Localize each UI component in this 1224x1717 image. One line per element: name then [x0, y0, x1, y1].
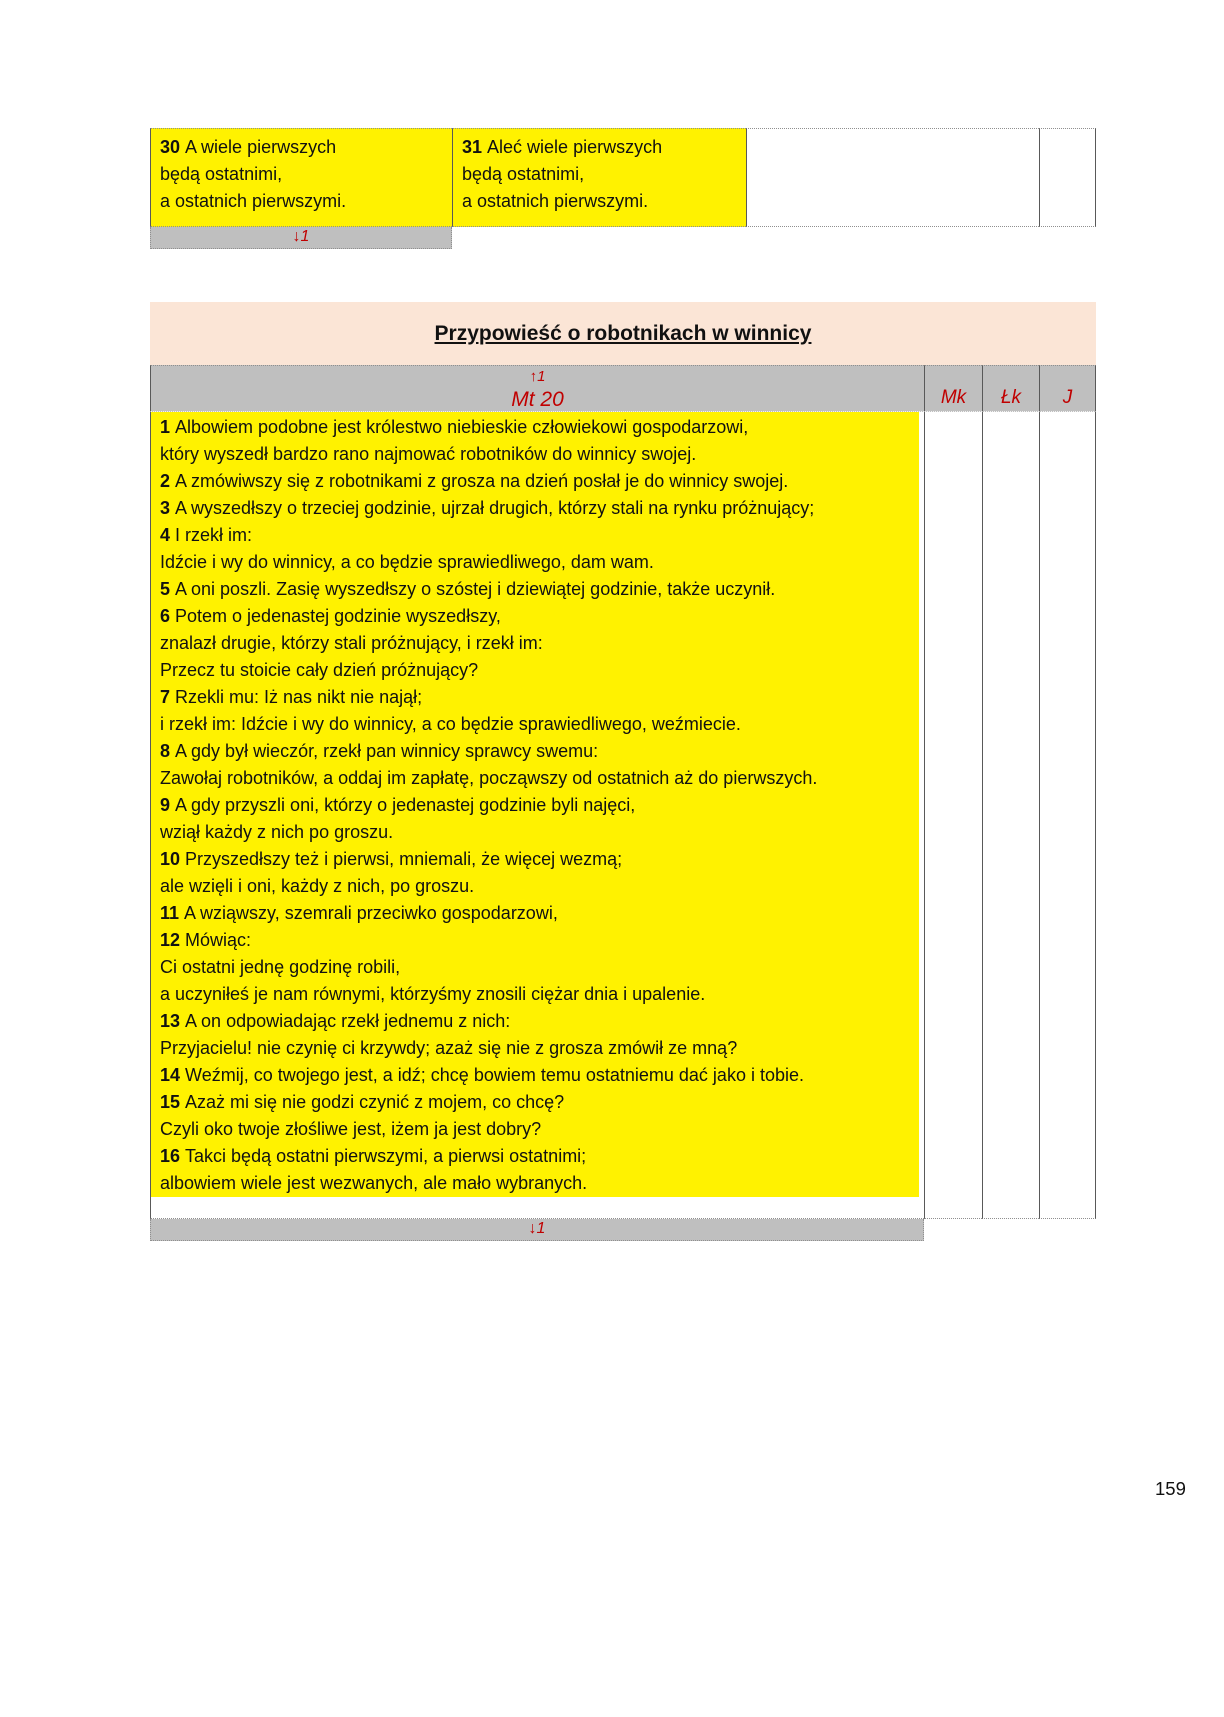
- verse-line: a ostatnich pierwszymi.: [160, 191, 347, 211]
- verse-line: znalazł drugie, którzy stali próżnujący, i rzekł im:: [160, 633, 543, 653]
- verse-number: 5: [160, 579, 176, 599]
- verse-line: 1 Albowiem podobne jest królestwo niebieskie człowiekowi gospodarzowi,: [160, 417, 749, 437]
- section-title: Przypowieść o robotnikach w winnicy: [434, 321, 812, 345]
- empty-cell-lk: [746, 128, 1039, 227]
- verse-line: 6 Potem o jedenastej godzinie wyszedłszy,: [160, 606, 501, 626]
- verse-line: ale wzięli i oni, każdy z nich, po groszu.: [160, 876, 475, 896]
- verse-line: i rzekł im: Idźcie i wy do winnicy, a co będzie sprawiedliwego, weźmiecie.: [160, 714, 741, 734]
- verse-number: 6: [160, 606, 176, 626]
- empty-body-cell-lk: [982, 412, 1039, 1219]
- verse-number: 11: [160, 903, 185, 923]
- header-cell-lk: [982, 365, 1039, 412]
- verse-number: 15: [160, 1092, 186, 1112]
- verse-line: 7 Rzekli mu: Iż nas nikt nie najął;: [160, 687, 423, 707]
- continuation-down-marker-bottom: [150, 1219, 924, 1241]
- header-cell-mt: [150, 365, 924, 412]
- verse-number: 12: [160, 930, 186, 950]
- verse-line: a uczyniłeś je nam równymi, którzyśmy znosili ciężar dnia i upalenie.: [160, 984, 706, 1004]
- column-label-lk: Łk: [1000, 387, 1022, 408]
- down-arrow-1-label: ↓1: [528, 1220, 546, 1237]
- section-title-banner: [150, 302, 1096, 365]
- header-cell-j: [1039, 365, 1096, 412]
- previous-pericope-table: [150, 128, 1096, 249]
- verse-line: wziął każdy z nich po groszu.: [160, 822, 394, 842]
- header-cell-mk: [924, 365, 982, 412]
- verse-line: a ostatnich pierwszymi.: [462, 191, 649, 211]
- verse-line: będą ostatnimi,: [462, 164, 585, 184]
- verse-line: Przecz tu stoicie cały dzień próżnujący?: [160, 660, 479, 680]
- up-arrow-1-label: ↑1: [529, 368, 546, 385]
- previous-pericope-row: [150, 128, 1096, 227]
- verse-number: 3: [160, 498, 176, 518]
- verse-line: 14 Weźmij, co twojego jest, a idź; chcę bowiem temu ostatniemu dać jako i tobie.: [160, 1065, 804, 1085]
- verse-line: 30 A wiele pierwszych: [160, 137, 337, 157]
- verse-line: 5 A oni poszli. Zasię wyszedłszy o szóstej i dziewiątej godzinie, także uczynił.: [160, 579, 776, 599]
- down-arrow-1-label: ↓1: [292, 228, 310, 245]
- verse-line: albowiem wiele jest wezwanych, ale mało wybranych.: [160, 1173, 588, 1193]
- verse-number: 4: [160, 525, 176, 545]
- verse-line: Idźcie i wy do winnicy, a co będzie sprawiedliwego, dam wam.: [160, 552, 654, 572]
- highlighted-passage: [151, 412, 919, 1197]
- column-label-j: J: [1062, 387, 1073, 408]
- empty-cell-j: [1039, 128, 1096, 227]
- verse-number: 1: [160, 417, 176, 437]
- verse-line: 11 A wziąwszy, szemrali przeciwko gospodarzowi,: [160, 903, 558, 923]
- verse-line: 13 A on odpowiadając rzekł jednemu z nich:: [160, 1011, 511, 1031]
- verse-line: Zawołaj robotników, a oddaj im zapłatę, począwszy od ostatnich aż do pierwszych.: [160, 768, 818, 788]
- verse-cell-mt-30: [150, 128, 452, 227]
- verse-cell-mt20: [150, 412, 924, 1219]
- verse-line: 16 Takci będą ostatni pierwszymi, a pierwsi ostatnimi;: [160, 1146, 587, 1166]
- verse-cell-mk-31: [452, 128, 746, 227]
- synopsis-table-header: [150, 365, 1096, 412]
- verse-line: 12 Mówiąc:: [160, 930, 252, 950]
- verse-line: Przyjacielu! nie czynię ci krzywdy; azaż się nie z grosza zmówił ze mną?: [160, 1038, 738, 1058]
- verse-number: 7: [160, 687, 176, 707]
- empty-body-cell-j: [1039, 412, 1096, 1219]
- verse-line: 9 A gdy przyszli oni, którzy o jedenastej godzinie byli najęci,: [160, 795, 636, 815]
- synopsis-table-body: [150, 412, 1096, 1219]
- verse-number: 9: [160, 795, 176, 815]
- synopsis-table: [150, 365, 1096, 1241]
- column-label-mk: Mk: [940, 387, 967, 408]
- verse-line: Ci ostatni jednę godzinę robili,: [160, 957, 401, 977]
- verse-line: 10 Przyszedłszy też i pierwsi, mniemali, że więcej wezmą;: [160, 849, 623, 869]
- verse-number: 13: [160, 1011, 186, 1031]
- verse-number: 30: [160, 137, 186, 157]
- empty-body-cell-mk: [924, 412, 982, 1219]
- verse-number: 2: [160, 471, 176, 491]
- verse-line: 8 A gdy był wieczór, rzekł pan winnicy sprawcy swemu:: [160, 741, 599, 761]
- verse-line: 4 I rzekł im:: [160, 525, 253, 545]
- verse-number: 16: [160, 1146, 186, 1166]
- verse-number: 14: [160, 1065, 186, 1085]
- continuation-down-marker-top: [150, 227, 452, 249]
- verse-line: będą ostatnimi,: [160, 164, 283, 184]
- page-number: 159: [1155, 1478, 1186, 1499]
- verse-number: 31: [462, 137, 488, 157]
- verse-line: Czyli oko twoje złośliwe jest, iżem ja jest dobry?: [160, 1119, 542, 1139]
- verse-line: 31 Aleć wiele pierwszych: [462, 137, 663, 157]
- verse-line: 3 A wyszedłszy o trzeciej godzinie, ujrzał drugich, którzy stali na rynku próżnujący;: [160, 498, 815, 518]
- verse-line: 2 A zmówiwszy się z robotnikami z grosza na dzień posłał je do winnicy swojej.: [160, 471, 789, 491]
- verse-number: 8: [160, 741, 176, 761]
- verse-line: który wyszedł bardzo rano najmować robotników do winnicy swojej.: [160, 444, 697, 464]
- column-label-mt20: Mt 20: [511, 388, 564, 411]
- verse-line: 15 Azaż mi się nie godzi czynić z mojem, co chcę?: [160, 1092, 565, 1112]
- verse-number: 10: [160, 849, 186, 869]
